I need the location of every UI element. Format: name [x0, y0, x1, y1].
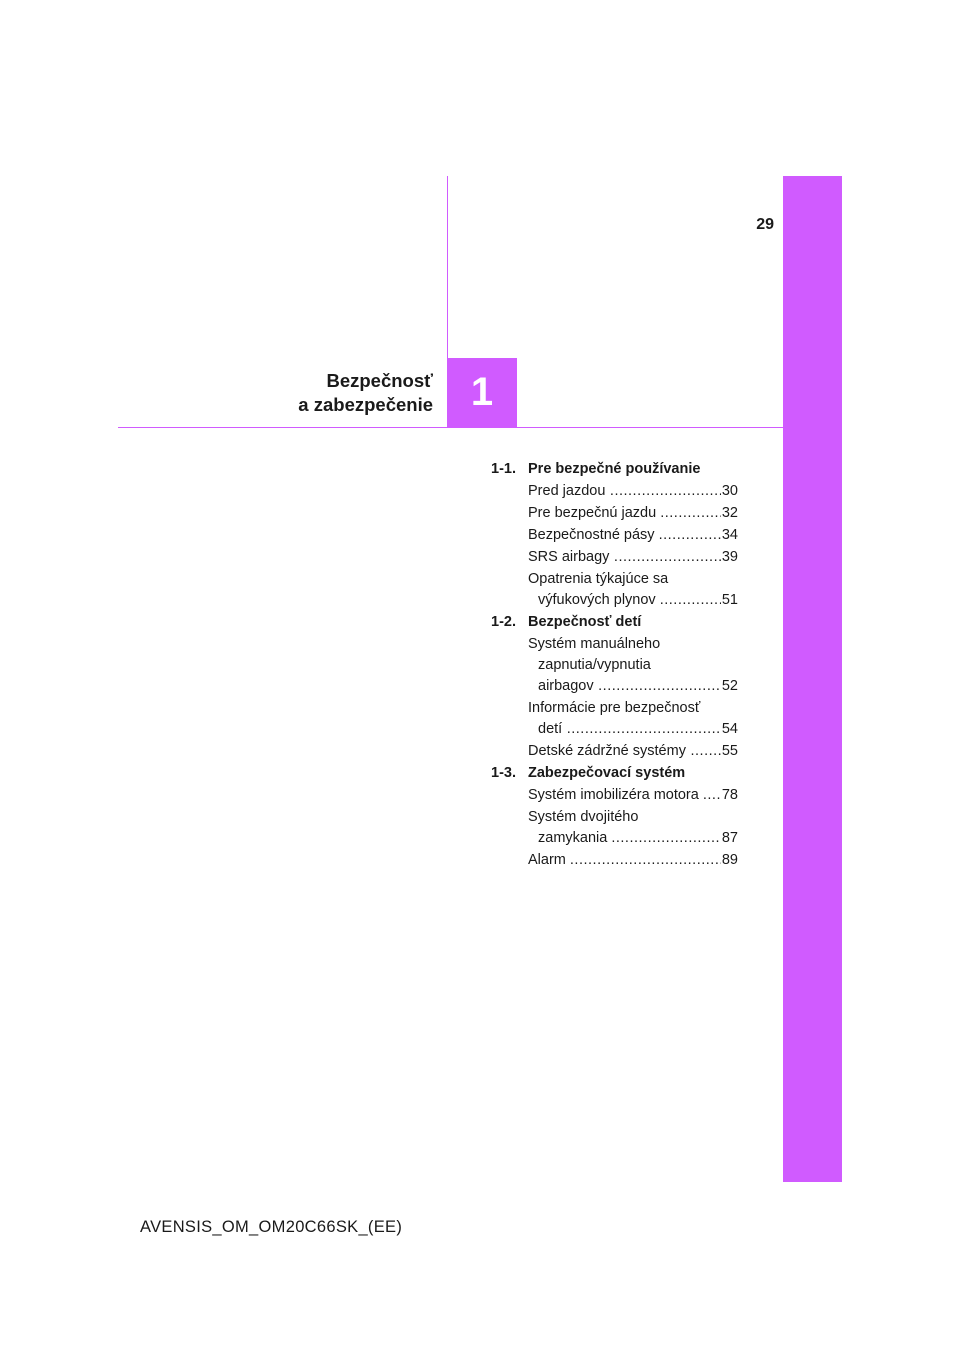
toc-entry-title: Systém imobilizéra motora .....	[528, 785, 721, 806]
horizontal-divider	[118, 427, 783, 428]
toc-entry-title: Alarm .....	[528, 850, 721, 871]
toc-entry-title: Systém manuálneho zapnutia/vypnutia airbagov .....	[528, 634, 721, 697]
toc-section	[491, 459, 746, 480]
toc-entry-page: 78	[721, 787, 738, 803]
chapter-number-box: 1	[447, 358, 517, 427]
toc-section-number: 1-1.	[491, 461, 516, 477]
toc-entry-page: 51	[721, 592, 738, 608]
chapter-side-tab	[783, 176, 842, 1182]
toc-entry[interactable]	[528, 569, 738, 611]
toc-entry[interactable]	[528, 503, 738, 524]
toc-entry-page: 32	[721, 505, 738, 521]
toc-entry[interactable]	[528, 741, 738, 762]
toc-entry-page: 89	[721, 852, 738, 868]
toc-entry-title: Opatrenia týkajúce sa výfukových plynov .....	[528, 569, 721, 611]
toc-entry-page: 30	[721, 483, 738, 499]
toc-entry-title: Pre bezpečnú jazdu .....	[528, 503, 721, 524]
toc-entry-title: Systém dvojitého zamykania .....	[528, 807, 721, 849]
chapter-title-line2: a zabezpečenie	[298, 394, 433, 415]
toc-section	[491, 612, 746, 633]
toc-entry-title: Pred jazdou .....	[528, 481, 721, 502]
toc-entry[interactable]	[528, 481, 738, 502]
toc-section	[491, 763, 746, 784]
toc-entry-title: Informácie pre bezpečnosť detí .....	[528, 698, 721, 740]
toc-entry-page: 87	[721, 830, 738, 846]
toc-entry[interactable]	[528, 634, 738, 697]
vertical-divider	[447, 176, 448, 358]
toc-entry[interactable]	[528, 850, 738, 871]
table-of-contents	[491, 459, 746, 872]
toc-entry-title: Detské zádržné systémy .....	[528, 741, 721, 762]
toc-entry[interactable]	[528, 785, 738, 806]
toc-entry[interactable]	[528, 698, 738, 740]
toc-entry-page: 54	[721, 721, 738, 737]
toc-section-number: 1-2.	[491, 614, 516, 630]
page-number: 29	[756, 216, 774, 233]
toc-entry[interactable]	[528, 807, 738, 849]
toc-entry[interactable]	[528, 525, 738, 546]
toc-section-title: Zabezpečovací systém	[528, 765, 686, 781]
toc-section-title: Bezpečnosť detí	[528, 614, 642, 630]
toc-section-number: 1-3.	[491, 765, 516, 781]
toc-entry-page: 34	[721, 527, 738, 543]
toc-entry-title: SRS airbagy .....	[528, 547, 721, 568]
toc-section-title: Pre bezpečné používanie	[528, 461, 701, 477]
document-code-footer: AVENSIS_OM_OM20C66SK_(EE)	[140, 1218, 403, 1236]
toc-entry-title: Bezpečnostné pásy .....	[528, 525, 721, 546]
chapter-title	[200, 369, 433, 417]
toc-entry[interactable]	[528, 547, 738, 568]
toc-entry-page: 55	[721, 743, 738, 759]
chapter-title-line1: Bezpečnosť	[326, 370, 433, 391]
toc-entry-page: 39	[721, 549, 738, 565]
toc-entry-page: 52	[721, 678, 738, 694]
